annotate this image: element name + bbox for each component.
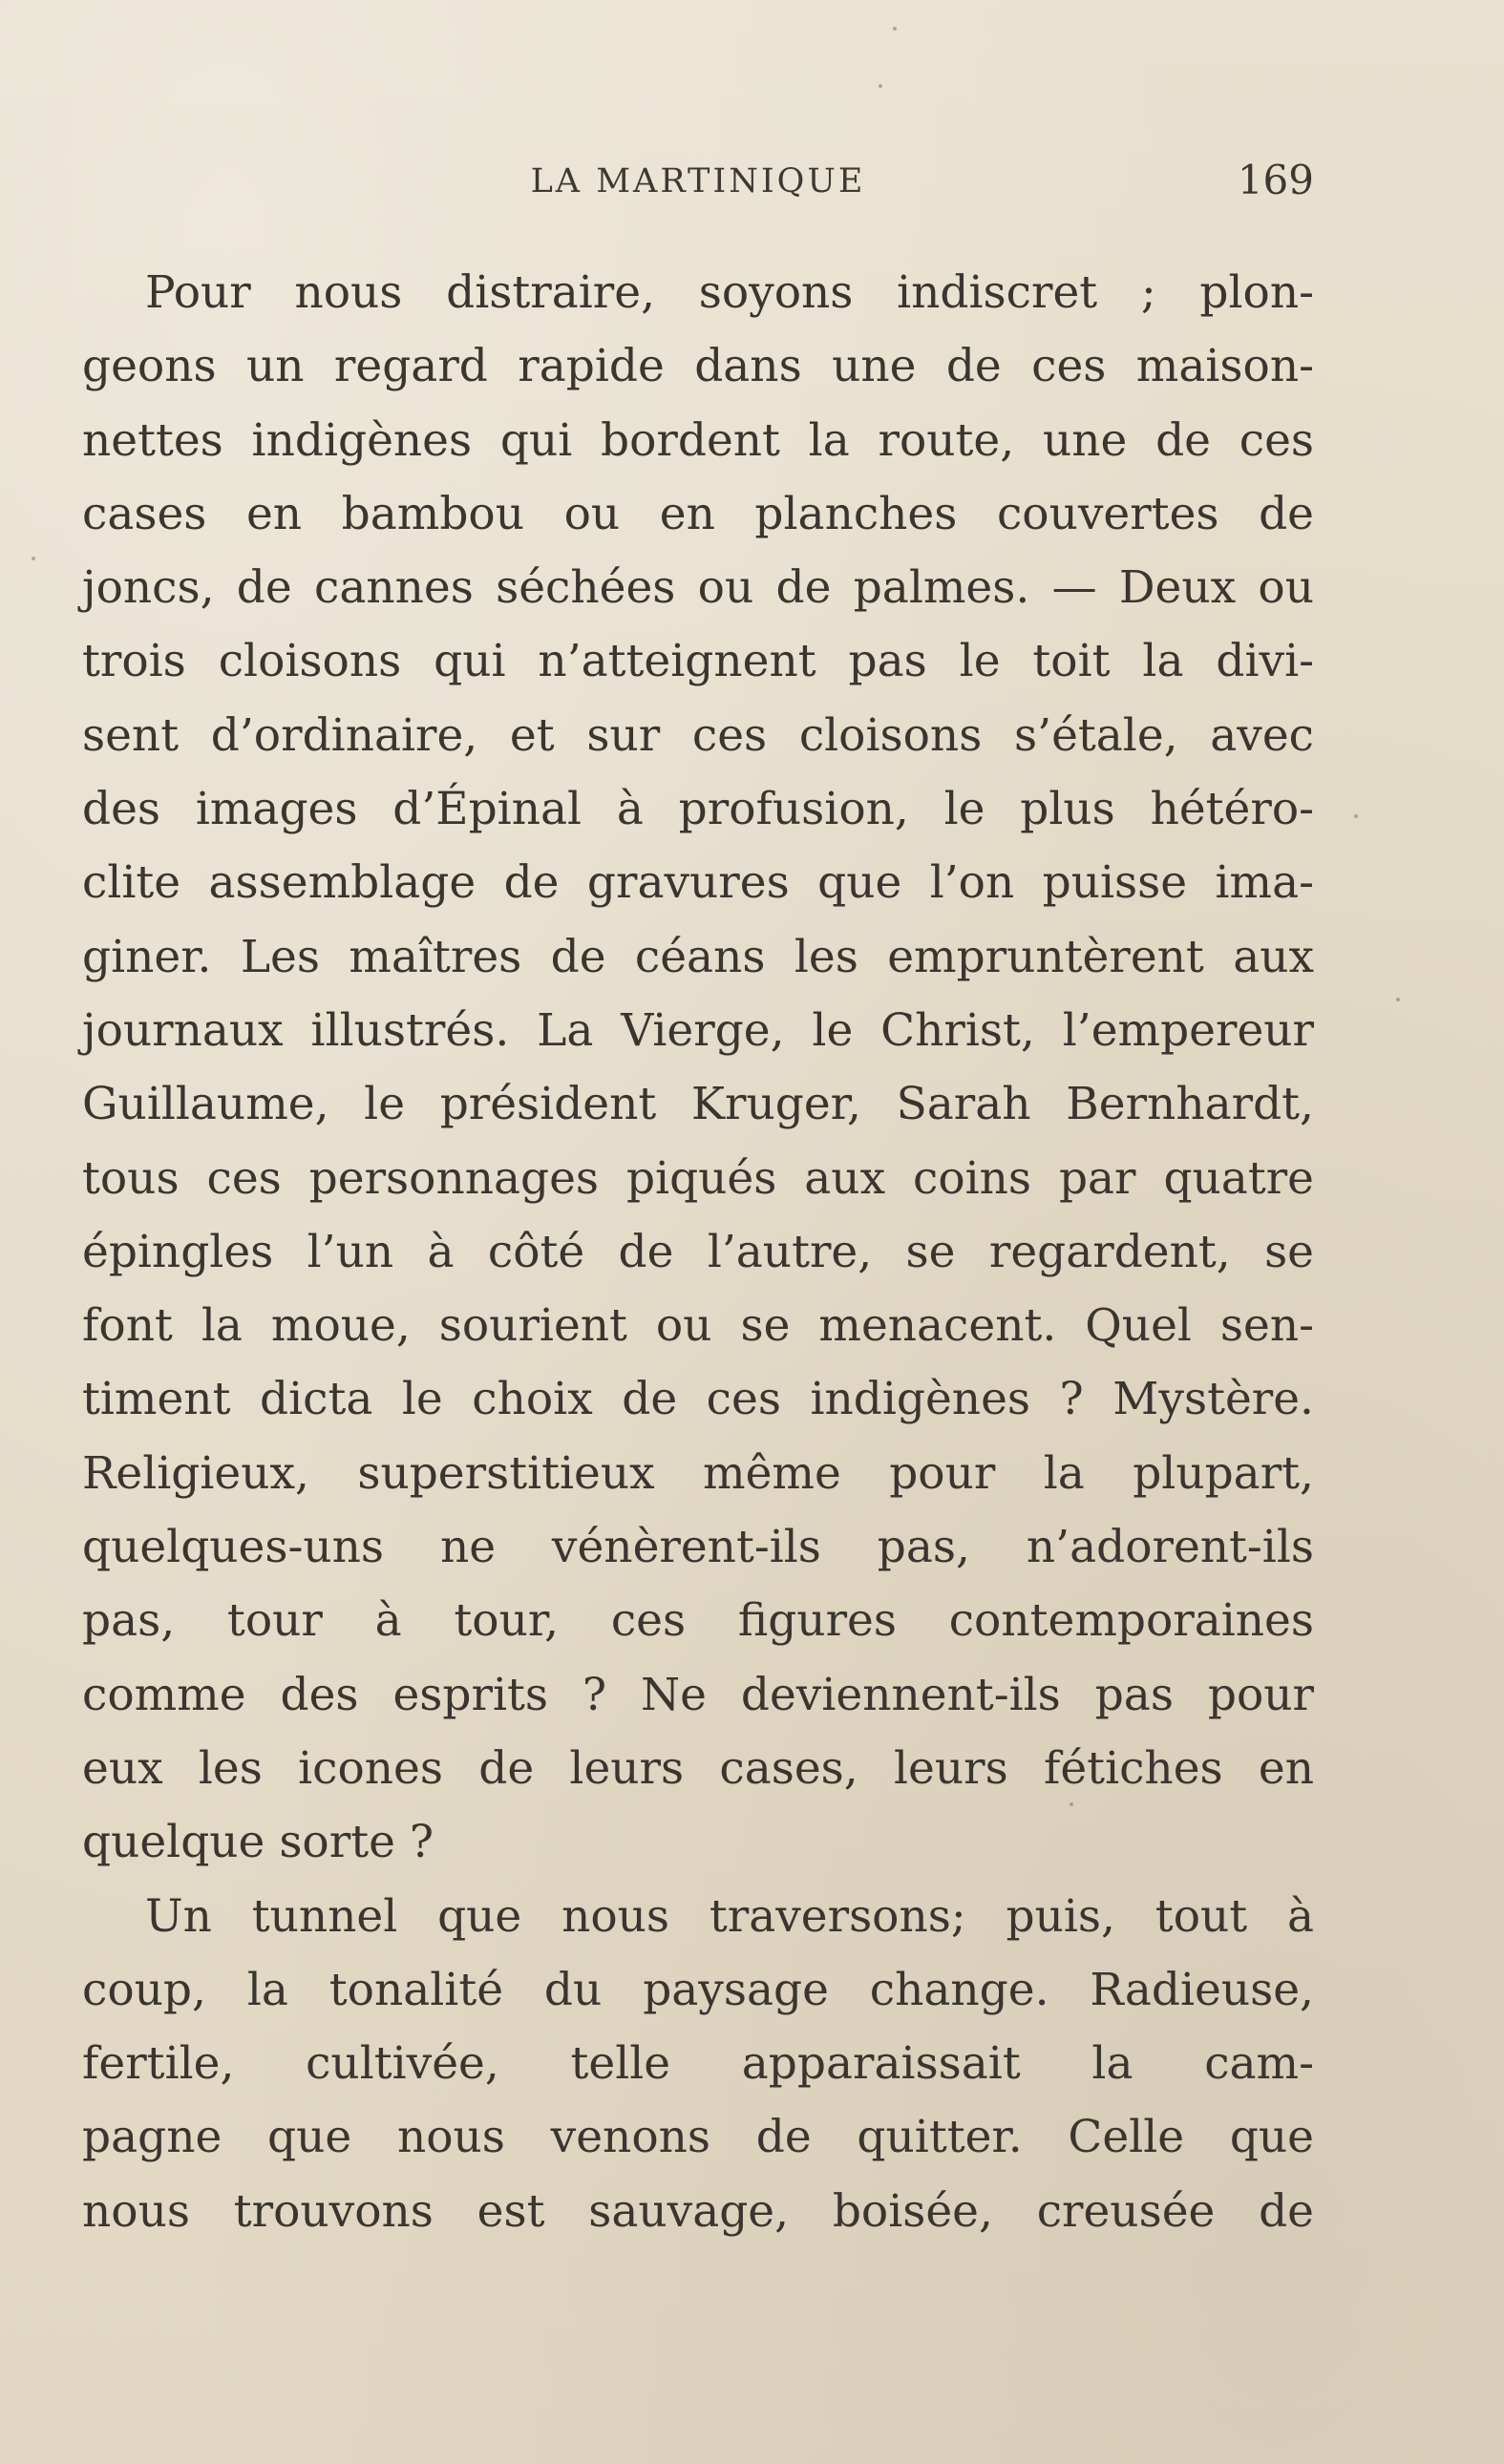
running-title: LA MARTINIQUE <box>530 162 866 200</box>
text-line: quelque sorte ? <box>82 1816 434 1869</box>
paper-speck <box>1396 998 1400 1001</box>
text-line: pas, tour à tour, ces figures contemporaines <box>82 1594 1314 1648</box>
text-line: eux les icones de leurs cases, leurs fétiches en <box>82 1741 1314 1795</box>
text-line: tous ces personnages piqués aux coins par quatre <box>82 1151 1314 1205</box>
text-line: pagne que nous venons de quitter. Celle que <box>82 2111 1314 2164</box>
text-line: sent d’ordinaire, et sur ces cloisons s’étale, avec <box>82 708 1314 762</box>
text-line: clite assemblage de gravures que l’on puisse ima- <box>82 856 1314 910</box>
body-text <box>82 256 1314 2248</box>
text-line: nous trouvons est sauvage, boisée, creusée de <box>82 2184 1314 2238</box>
text-line: fertile, cultivée, telle apparaissait la cam- <box>82 2037 1314 2091</box>
running-head <box>82 157 1314 229</box>
text-line: des images d’Épinal à profusion, le plus hétéro- <box>82 783 1314 836</box>
paper-speck <box>879 84 882 88</box>
text-line: journaux illustrés. La Vierge, le Christ, l’empereur <box>82 1003 1314 1057</box>
text-line: quelques-uns ne vénèrent-ils pas, n’adorent-ils <box>82 1521 1314 1574</box>
page-number: 169 <box>1237 157 1314 203</box>
paper-speck <box>32 557 35 560</box>
text-line: Un tunnel que nous traversons; puis, tout à <box>145 1889 1314 1943</box>
text-line: giner. Les maîtres de céans les empruntèrent aux <box>82 930 1314 983</box>
text-line: Religieux, superstitieux même pour la plupart, <box>82 1446 1314 1500</box>
text-line: comme des esprits ? Ne deviennent-ils pas pour <box>82 1668 1314 1721</box>
text-line: font la moue, sourient ou se menacent. Quel sen- <box>82 1299 1314 1353</box>
paper-speck <box>1354 814 1358 818</box>
text-line: nettes indigènes qui bordent la route, une de ces <box>82 413 1314 467</box>
text-line: épingles l’un à côté de l’autre, se regardent, se <box>82 1225 1314 1278</box>
text-line: coup, la tonalité du paysage change. Radieuse, <box>82 1963 1314 2016</box>
text-line: Guillaume, le président Kruger, Sarah Bernhardt, <box>82 1078 1314 1131</box>
text-line: geons un regard rapide dans une de ces maison- <box>82 340 1314 393</box>
paper-speck <box>1070 1802 1073 1806</box>
text-line: trois cloisons qui n’atteignent pas le toit la divi- <box>82 635 1314 688</box>
paper-speck <box>893 27 897 31</box>
text-line: cases en bambou ou en planches couvertes de <box>82 487 1314 540</box>
text-line: Pour nous distraire, soyons indiscret ; plon- <box>145 266 1314 319</box>
text-line: timent dicta le choix de ces indigènes ? Mystère. <box>82 1373 1314 1426</box>
text-line: joncs, de cannes séchées ou de palmes. — Deux ou <box>82 561 1314 615</box>
